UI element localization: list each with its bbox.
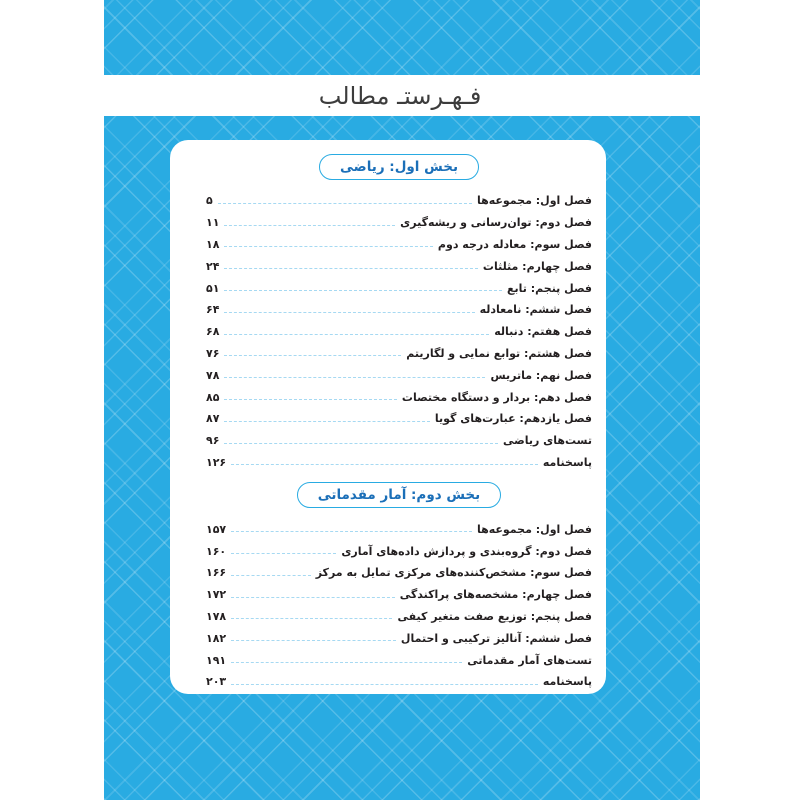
toc-entry-page: ۸۵	[206, 390, 220, 404]
toc-entry-label: پاسخنامه	[542, 455, 592, 469]
toc-entry-label: فصل چهارم: مثلثات	[482, 259, 592, 273]
toc-entry-page: ۱۸۲	[206, 631, 227, 645]
toc-row	[206, 386, 592, 408]
toc-entry-page: ۱۶۶	[206, 566, 227, 580]
toc-section-1-rows	[206, 190, 592, 473]
toc-entry-label: فصل ششم: آنالیز ترکیبی و احتمال	[400, 631, 592, 645]
toc-entry-page: ۸۷	[206, 412, 220, 426]
toc-row	[206, 430, 592, 452]
toc-row	[206, 364, 592, 386]
dotted-leader	[231, 684, 538, 685]
toc-row	[206, 627, 592, 649]
toc-row	[206, 540, 592, 562]
toc-entry-label: فصل اول: مجموعه‌ها	[476, 522, 592, 536]
dotted-leader	[224, 246, 432, 247]
toc-entry-page: ۹۶	[206, 434, 220, 448]
toc-entry-label: فصل ششم: نامعادله	[479, 303, 592, 317]
toc-entry-label: فصل دهم: بردار و دستگاه مختصات	[401, 390, 592, 404]
toc-row	[206, 649, 592, 671]
toc-entry-page: ۵	[206, 194, 213, 208]
toc-row	[206, 255, 592, 277]
dotted-leader	[224, 421, 429, 422]
toc-row	[206, 234, 592, 256]
toc-entry-label: فصل سوم: معادله درجه دوم	[437, 237, 592, 251]
toc-entry-page: ۱۸	[206, 237, 220, 251]
dotted-leader	[224, 334, 489, 335]
toc-entry-label: فصل دوم: توان‌رسانی و ریشه‌گیری	[400, 216, 592, 230]
dotted-leader	[224, 268, 477, 269]
toc-entry-page: ۶۸	[206, 325, 220, 339]
toc-entry-page: ۷۶	[206, 346, 220, 360]
toc-row	[206, 299, 592, 321]
toc-entry-page: ۱۶۰	[206, 544, 227, 558]
dotted-leader	[231, 640, 396, 641]
section-1-header: بخش اول: ریاضی	[319, 154, 479, 180]
toc-entry-page: ۲۴	[206, 259, 220, 273]
section-2-header: بخش دوم: آمار مقدماتی	[297, 482, 501, 508]
dotted-leader	[224, 355, 401, 356]
dotted-leader	[224, 225, 395, 226]
toc-entry-page: ۱۷۲	[206, 588, 227, 602]
dotted-leader	[231, 597, 395, 598]
toc-entry-label: فصل چهارم: مشخصه‌های پراکندگی	[399, 588, 592, 602]
toc-entry-label: فصل اول: مجموعه‌ها	[476, 194, 592, 208]
toc-row	[206, 321, 592, 343]
toc-row	[206, 606, 592, 628]
toc-entry-label: فصل پنجم: توزیع صفت متغیر کیفی	[397, 609, 592, 623]
dotted-leader	[224, 312, 474, 313]
toc-entry-page: ۱۲۶	[206, 455, 227, 469]
toc-entry-label: فصل پنجم: تابع	[507, 281, 592, 295]
page-title: فـهـرستـ مطالب	[318, 81, 482, 110]
dotted-leader	[224, 399, 396, 400]
dotted-leader	[231, 553, 336, 554]
toc-row	[206, 277, 592, 299]
toc-entry-label: فصل یازدهم: عبارت‌های گویا	[434, 412, 592, 426]
toc-card	[170, 140, 606, 694]
toc-entry-label: فصل دوم: گروه‌بندی و پردازش داده‌های آماری	[341, 544, 592, 558]
dotted-leader	[224, 377, 485, 378]
toc-entry-label: فصل نهم: ماتریس	[490, 368, 592, 382]
dotted-leader	[231, 575, 311, 576]
toc-row	[206, 190, 592, 212]
toc-row	[206, 518, 592, 540]
toc-entry-page: ۱۹۱	[206, 653, 227, 667]
toc-entry-page: ۷۸	[206, 368, 220, 382]
dotted-leader	[218, 203, 472, 204]
toc-entry-page: ۱۷۸	[206, 609, 227, 623]
toc-row	[206, 562, 592, 584]
dotted-leader	[231, 531, 472, 532]
title-band	[0, 75, 800, 116]
toc-row	[206, 212, 592, 234]
toc-entry-page: ۲۰۳	[206, 675, 227, 689]
toc-entry-page: ۱۵۷	[206, 522, 227, 536]
toc-entry-label: پاسخنامه	[542, 675, 592, 689]
toc-entry-label: تست‌های ریاضی	[503, 434, 592, 448]
toc-entry-label: تست‌های آمار مقدماتی	[467, 653, 592, 667]
dotted-leader	[231, 618, 392, 619]
toc-entry-label: فصل سوم: مشخص‌کننده‌های مرکزی تمایل به مرکز	[315, 566, 592, 580]
toc-row	[206, 584, 592, 606]
toc-entry-label: فصل هشتم: توابع نمایی و لگاریتم	[406, 346, 592, 360]
dotted-leader	[231, 662, 462, 663]
toc-row	[206, 343, 592, 365]
toc-section-2-rows	[206, 518, 592, 692]
toc-row	[206, 671, 592, 693]
toc-row	[206, 452, 592, 474]
toc-entry-page: ۵۱	[206, 281, 220, 295]
dotted-leader	[231, 464, 538, 465]
dotted-leader	[224, 443, 498, 444]
toc-entry-label: فصل هفتم: دنباله	[494, 325, 592, 339]
toc-row	[206, 408, 592, 430]
toc-entry-page: ۶۴	[206, 303, 220, 317]
dotted-leader	[224, 290, 502, 291]
toc-entry-page: ۱۱	[206, 216, 220, 230]
